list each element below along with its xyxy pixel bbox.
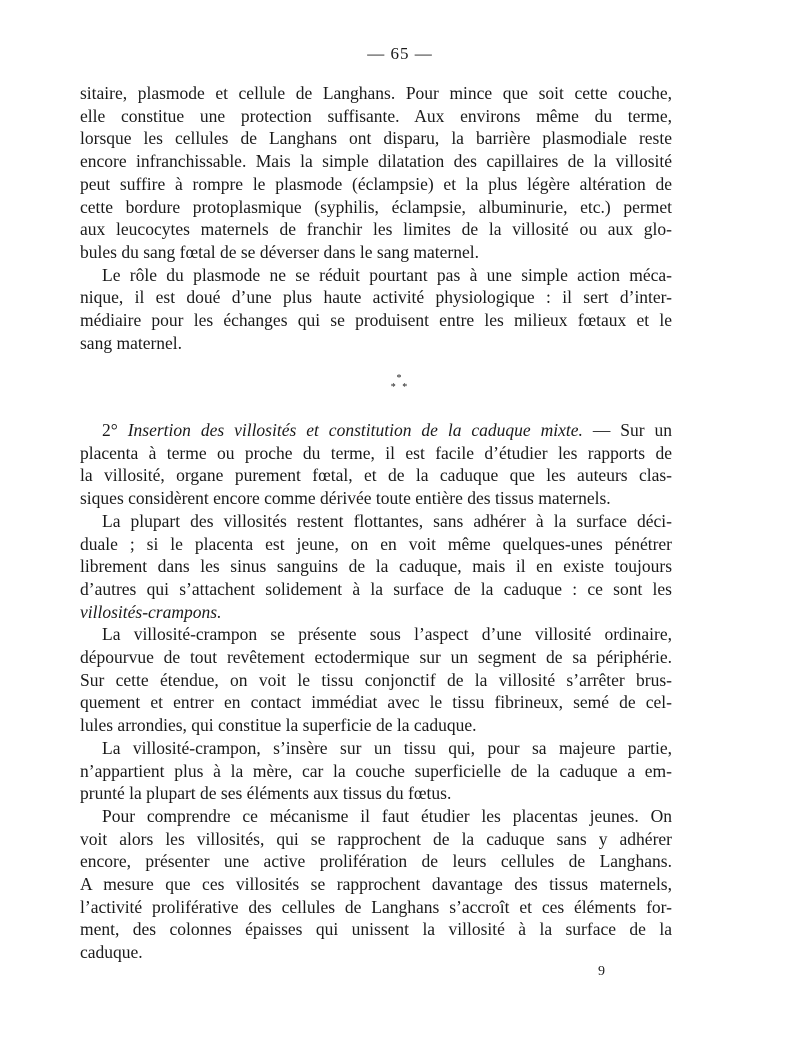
text-line: librement dans les sinus sanguins de la caduque, mais il en existe toujours — [80, 556, 672, 577]
text-line: l’activité proliférative des cellules de Langhans s’accroît et ces éléments for- — [80, 896, 672, 917]
text-line: la villosité, organe purement fœtal, et de la caduque que les auteurs clas- — [80, 465, 672, 486]
text-line: placenta à terme ou proche du terme, il est facile d’étudier les rapports de — [80, 442, 672, 463]
text-line: La villosité-crampon se présente sous l’aspect d’une villosité ordinaire, — [102, 624, 672, 645]
text-line: encore infranchissable. Mais la simple dilatation des capillaires de la villosité — [80, 151, 672, 172]
text-line: lules arrondies, qui constitue la superficie de la caduque. — [80, 715, 477, 736]
text-line: bules du sang fœtal de se déverser dans le sang maternel. — [80, 241, 479, 262]
section-ornament — [0, 374, 800, 392]
ornament-bottom-stars: * * — [390, 382, 410, 393]
paragraph — [80, 737, 672, 805]
text-line: dépourvue de tout revêtement ectodermique sur un segment de sa périphérie. — [80, 647, 672, 668]
ornament-top-star: * — [396, 373, 404, 384]
text-line: cette bordure protoplasmique (syphilis, éclampsie, albuminurie, etc.) permet — [80, 196, 672, 217]
text-line: ment, des colonnes épaisses qui unissent la villosité à la surface de la — [80, 919, 672, 940]
text-line: aux leucocytes maternels de franchir les limites de la villosité ou aux glo- — [80, 219, 672, 240]
section-dash: — — [592, 420, 611, 440]
text-line: encore, présenter une active prolifération de leurs cellules de Langhans. — [80, 851, 672, 872]
text-line: Sur cette étendue, on voit le tissu conjonctif de la villosité s’arrêter brus- — [80, 669, 672, 690]
paragraph — [80, 623, 672, 737]
section-lead: Sur un — [620, 420, 672, 440]
text-line: villosités-crampons. — [80, 601, 222, 622]
text-line: siques considèrent encore comme dérivée toute entière des tissus maternels. — [80, 488, 611, 509]
paragraph — [80, 264, 672, 355]
text-line: La plupart des villosités restent flottantes, sans adhérer à la surface déci- — [102, 510, 672, 531]
paragraph — [80, 510, 672, 624]
signature-mark: 9 — [598, 964, 605, 979]
paragraph — [80, 82, 672, 264]
text-line: sitaire, plasmode et cellule de Langhans. Pour mince que soit cette couche, — [80, 83, 672, 103]
text-line: lorsque les cellules de Langhans ont disparu, la barrière plasmodiale reste — [80, 128, 672, 149]
text-line: duale ; si le placenta est jeune, on en voit même quelques-unes pénétrer — [80, 533, 672, 554]
section-number: 2° — [102, 420, 118, 440]
paragraph — [80, 805, 672, 964]
text-line: d’autres qui s’attachent solidement à la surface de la caduque : ce sont les — [80, 578, 672, 599]
text-block-top — [80, 82, 672, 354]
text-line: Le rôle du plasmode ne se réduit pourtant pas à une simple action méca- — [102, 264, 672, 285]
text-line: Pour comprendre ce mécanisme il faut étudier les placentas jeunes. On — [102, 805, 672, 826]
paragraph — [80, 419, 672, 510]
text-line: La villosité-crampon, s’insère sur un tissu qui, pour sa majeure partie, — [102, 737, 672, 758]
text-line: prunté la plupart de ses éléments aux tissus du fœtus. — [80, 783, 452, 804]
text-line: peut suffire à rompre le plasmode (éclampsie) et la plus légère altération de — [80, 173, 672, 194]
text-line: nique, il est doué d’une plus haute activité physiologique : il sert d’inter- — [80, 287, 672, 308]
text-line: A mesure que ces villosités se rapprochent davantage des tissus maternels, — [80, 874, 672, 895]
section-title: Insertion des villosités et constitution de la caduque mixte. — [127, 420, 583, 440]
text-block-section — [80, 419, 672, 964]
text-line: n’appartient plus à la mère, car la couche superficielle de la caduque a em- — [80, 760, 672, 781]
text-line: voit alors les villosités, qui se rapprochent de la caduque sans y adhérer — [80, 828, 672, 849]
text-line: quement et entrer en contact immédiat avec le tissu fibrineux, semé de cel- — [80, 692, 672, 713]
text-line: sang maternel. — [80, 332, 183, 353]
page-number: — 65 — — [367, 44, 433, 63]
text-line: elle constitue une protection suffisante. Aux environs même du terme, — [80, 105, 672, 126]
text-line: médiaire pour les échanges qui se produisent entre les milieux fœtaux et le — [80, 310, 672, 331]
section-heading-line — [80, 419, 672, 442]
text-line: caduque. — [80, 942, 143, 963]
